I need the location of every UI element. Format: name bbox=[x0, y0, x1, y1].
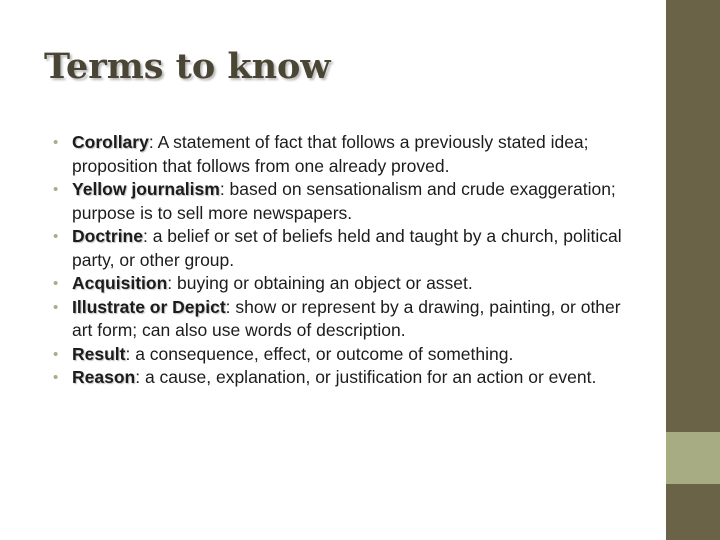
term-definition: : buying or obtaining an object or asset. bbox=[167, 273, 473, 293]
term-definition: : based on sensationalism and crude exaggeration; purpose is to sell more newspapers. bbox=[72, 179, 616, 223]
term-list bbox=[52, 131, 640, 390]
sidebar-accent-block bbox=[666, 432, 720, 484]
bullet-icon: • bbox=[53, 228, 59, 245]
term-definition: : show or represent by a drawing, painting, or other art form; can also use words of description. bbox=[72, 296, 621, 340]
term-definition: : a consequence, effect, or outcome of something. bbox=[125, 343, 514, 364]
term-label: Reason bbox=[72, 367, 136, 387]
term-definition: : a belief or set of beliefs held and taught by a church, political party, or other group. bbox=[72, 226, 622, 270]
bullet-icon: • bbox=[53, 181, 59, 198]
term-label: Acquisition bbox=[72, 273, 168, 293]
bullet-icon: • bbox=[53, 369, 59, 386]
list-item bbox=[52, 131, 640, 178]
term-definition: : A statement of fact that follows a previously stated idea; proposition that follows from one already proved. bbox=[72, 132, 589, 176]
bullet-icon: • bbox=[53, 298, 59, 316]
list-item bbox=[52, 296, 640, 343]
term-label: Yellow journalism bbox=[72, 179, 220, 199]
list-item bbox=[52, 366, 640, 390]
bullet-icon: • bbox=[53, 134, 59, 151]
term-label: Illustrate or Depict bbox=[72, 296, 226, 317]
bullet-icon: • bbox=[53, 275, 59, 292]
list-item bbox=[52, 225, 640, 272]
list-item bbox=[52, 343, 640, 367]
list-item bbox=[52, 272, 640, 296]
term-label: Result bbox=[72, 343, 126, 364]
term-label: Corollary bbox=[72, 132, 149, 152]
slide-title: Terms to know bbox=[44, 46, 331, 87]
term-definition: : a cause, explanation, or justification for an action or event. bbox=[135, 367, 597, 387]
term-label: Doctrine bbox=[72, 226, 143, 246]
list-item bbox=[52, 178, 640, 225]
bullet-icon: • bbox=[53, 345, 59, 363]
